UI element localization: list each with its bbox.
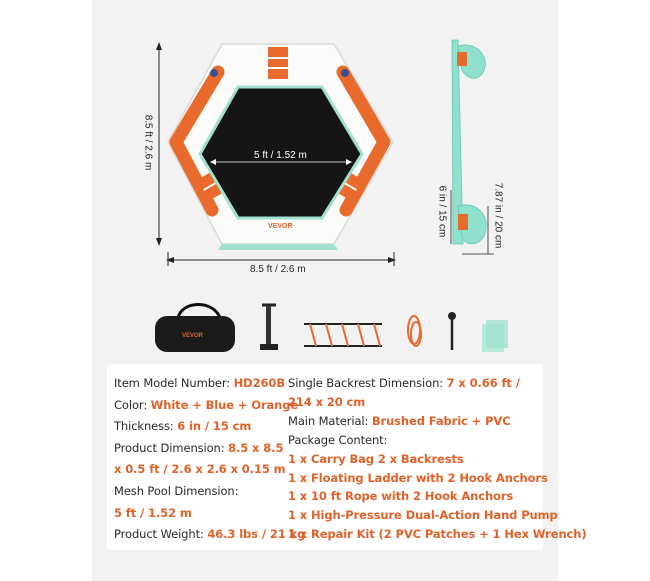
spec-value: Brushed Fabric + PVC [371, 413, 511, 428]
spec-label: Item Model Number: [114, 376, 234, 390]
spec-label: Package Content: [288, 432, 388, 447]
spec-value: HD260B [233, 376, 285, 390]
spec-line [114, 398, 298, 412]
spec-value: 1 x Floating Ladder with 2 Hook Anchors [288, 470, 548, 485]
spec-value: 6 in / 15 cm [177, 419, 252, 434]
spec-line [288, 376, 520, 390]
spec-line [114, 441, 283, 455]
spec-label: Single Backrest Dimension: [288, 376, 447, 390]
spec-value: 7 x 0.66 ft / [446, 376, 520, 390]
spec-value: 1 x Repair Kit (2 PVC Patches + 1 Hex Wrench) [288, 527, 587, 542]
spec-line [114, 419, 251, 433]
spec-value: x 0.5 ft / 2.6 x 2.6 x 0.15 m [114, 462, 286, 477]
spec-line [114, 506, 192, 520]
hand-pump-icon [260, 305, 278, 350]
spec-line [114, 376, 285, 390]
spec-value: 46.3 lbs / 21 kg [207, 527, 306, 542]
spec-line [288, 395, 365, 409]
spec-value: 5 ft / 1.52 m [114, 505, 192, 520]
spec-line [288, 452, 464, 466]
backrest-height-label: 7.87 in / 20 cm [492, 182, 504, 249]
spec-line [288, 489, 513, 503]
spec-label: Thickness: [114, 419, 178, 434]
spec-line [288, 414, 511, 428]
spec-line [288, 433, 387, 447]
repair-kit-icon [482, 320, 508, 352]
width-dimension-label: 8.5 ft / 2.6 m [250, 264, 306, 275]
spec-line [288, 508, 558, 522]
spec-value: 214 x 20 cm [288, 394, 366, 409]
spec-label: Product Dimension: [114, 440, 229, 455]
height-dimension-label: 8.5 ft / 2.6 m [142, 114, 154, 171]
spec-label: Main Material: [288, 413, 372, 428]
spec-label: Product Weight: [114, 527, 208, 542]
spec-line [114, 484, 238, 498]
spec-line [114, 462, 286, 476]
hook-anchor-icon [448, 312, 456, 350]
rope-icon [408, 316, 421, 346]
carry-bag-icon [155, 305, 235, 353]
spec-value: 8.5 x 8.5 [228, 440, 284, 455]
svg-text:VEVOR: VEVOR [182, 333, 204, 339]
vevor-logo: VEVOR [268, 223, 293, 230]
spec-label: Color: [114, 397, 151, 412]
spec-value: 1 x High-Pressure Dual-Action Hand Pump [288, 508, 558, 523]
spec-value: White + Blue + Orange [150, 397, 299, 412]
spec-line [288, 527, 587, 541]
thickness-label: 6 in / 15 cm [436, 185, 448, 238]
spec-label: Mesh Pool Dimension: [114, 484, 239, 498]
spec-value: 1 x 10 ft Rope with 2 Hook Anchors [288, 489, 514, 504]
floating-ladder-icon [304, 324, 382, 346]
spec-value: 1 x Carry Bag 2 x Backrests [288, 451, 464, 466]
mesh-dimension-label: 5 ft / 1.52 m [254, 150, 307, 161]
spec-line [288, 471, 548, 485]
spec-line [114, 527, 305, 541]
